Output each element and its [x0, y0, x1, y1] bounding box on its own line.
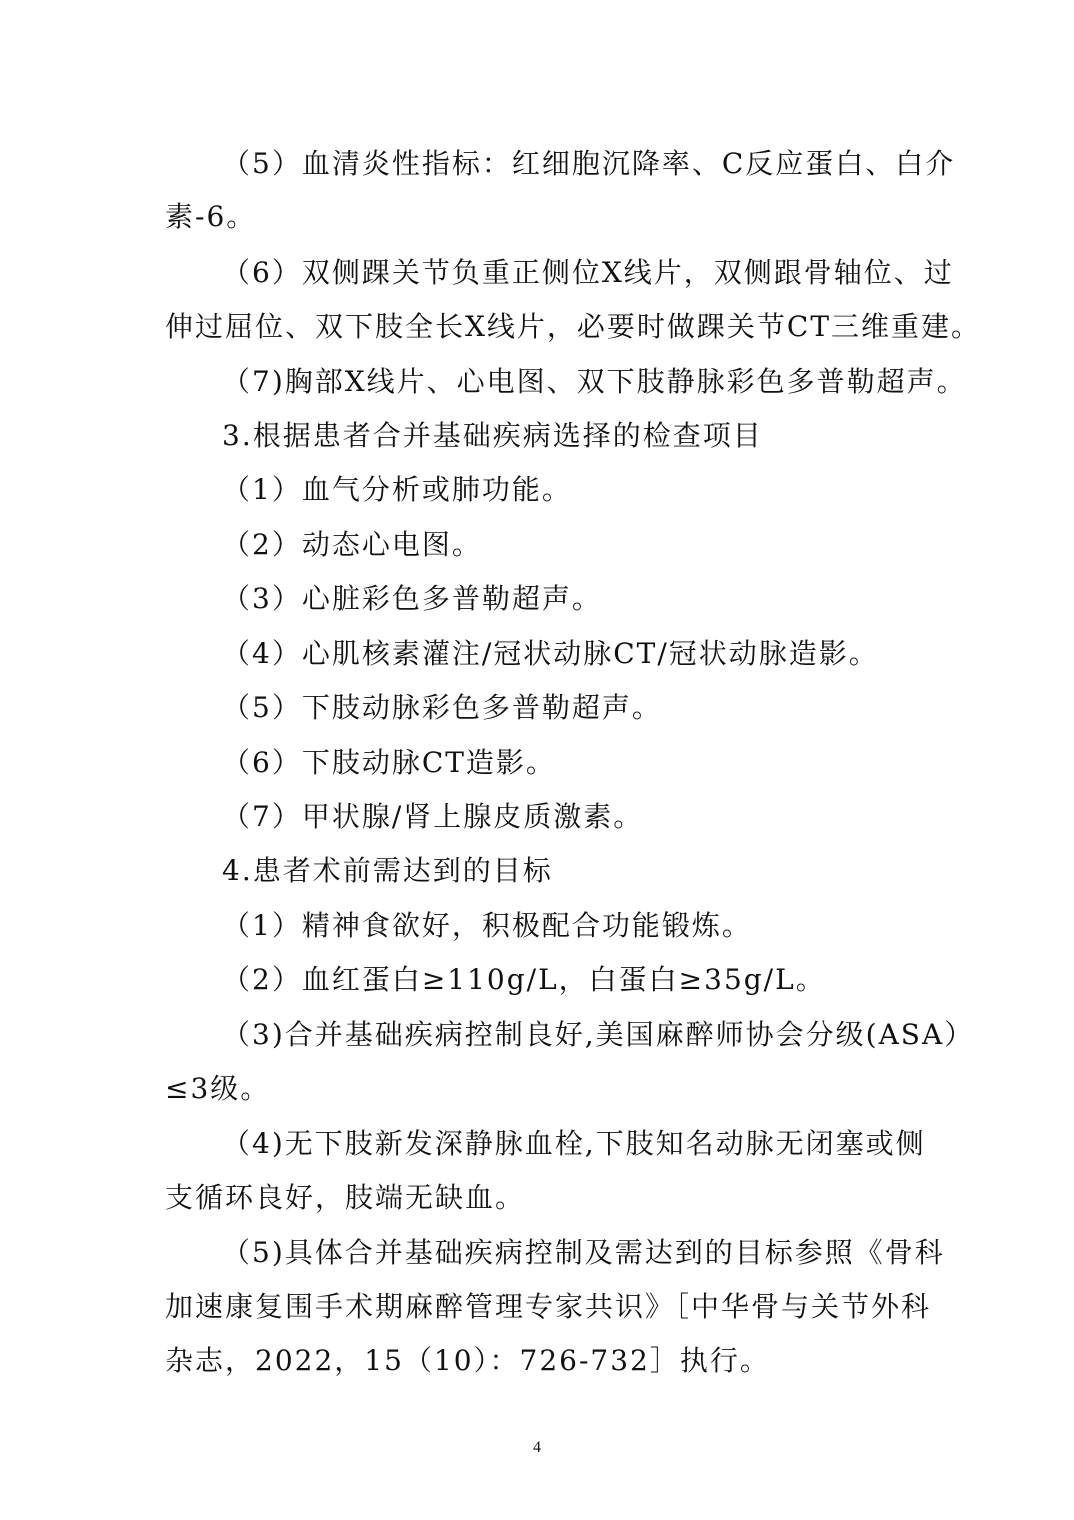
- list-item: （2）动态心电图。: [222, 528, 482, 561]
- paragraph-line: （5)具体合并基础疾病控制及需达到的目标参照《骨科: [222, 1236, 945, 1269]
- section-heading: 3.根据患者合并基础疾病选择的检查项目: [222, 419, 763, 452]
- paragraph-line: 杂志，2022，15（10）：726-732］执行。: [165, 1344, 770, 1377]
- paragraph-line: ≤3级。: [165, 1072, 271, 1105]
- paragraph-line: 素-6。: [165, 200, 257, 233]
- list-item: （3）心脏彩色多普勒超声。: [222, 582, 602, 615]
- list-item: （4）心肌核素灌注/冠状动脉CT/冠状动脉造影。: [222, 637, 879, 670]
- paragraph-line: 支循环良好，肢端无缺血。: [165, 1181, 526, 1214]
- list-item: （2）血红蛋白≥110g/L，白蛋白≥35g/L。: [222, 963, 826, 996]
- list-item: （5）下肢动脉彩色多普勒超声。: [222, 691, 662, 724]
- list-item: （1）精神食欲好，积极配合功能锻炼。: [222, 909, 752, 942]
- list-item: （1）血气分析或肺功能。: [222, 473, 572, 506]
- paragraph-line: （6）双侧踝关节负重正侧位X线片，双侧跟骨轴位、过: [222, 256, 954, 289]
- page-number: 4: [533, 1439, 541, 1456]
- list-item: （7）甲状腺/肾上腺皮质激素。: [222, 800, 644, 833]
- paragraph-line: （5）血清炎性指标：红细胞沉降率、C反应蛋白、白介: [222, 147, 956, 180]
- paragraph-line: （7)胸部X线片、心电图、双下肢静脉彩色多普勒超声。: [222, 365, 967, 398]
- paragraph-line: （3)合并基础疾病控制良好,美国麻醉师协会分级(ASA）: [222, 1018, 975, 1051]
- list-item: （6）下肢动脉CT造影。: [222, 746, 556, 779]
- section-heading: 4.患者术前需达到的目标: [222, 854, 553, 887]
- paragraph-line: （4)无下肢新发深静脉血栓,下肢知名动脉无闭塞或侧: [222, 1127, 926, 1160]
- paragraph-line: 加速康复围手术期麻醉管理专家共识》［中华骨与关节外科: [165, 1290, 932, 1323]
- paragraph-line: 伸过屈位、双下肢全长X线片，必要时做踝关节CT三维重建。: [165, 310, 982, 343]
